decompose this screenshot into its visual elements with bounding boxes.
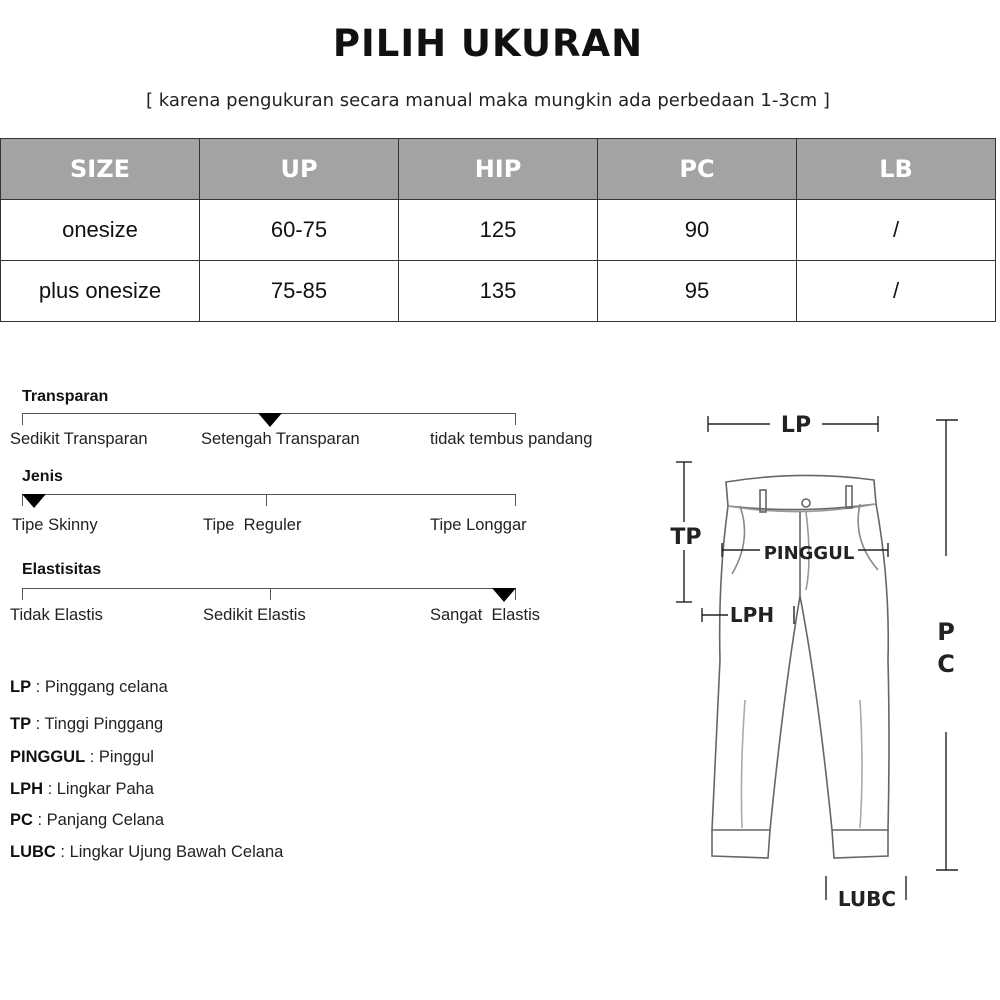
scale-tick — [22, 588, 23, 600]
pants-measurement-diagram — [620, 380, 1000, 940]
label-tp: TP — [670, 525, 702, 550]
legend-text: : Lingkar Paha — [43, 780, 154, 798]
scale-transparan — [0, 386, 620, 456]
table-cell: / — [797, 200, 996, 261]
scale-tick — [22, 413, 23, 425]
pants-svg — [620, 380, 1000, 940]
legend-item — [10, 748, 154, 767]
label-lp: LP — [780, 413, 812, 438]
scale-tick — [270, 588, 271, 600]
selected-marker-icon — [22, 494, 46, 508]
scale-tick — [266, 494, 267, 506]
legend-item — [10, 780, 154, 799]
scale-label: Tipe Longgar — [430, 516, 527, 534]
scale-label: Sedikit Elastis — [203, 606, 306, 624]
size-table — [0, 138, 996, 322]
table-cell: 95 — [598, 261, 797, 322]
label-lph: LPH — [729, 603, 775, 627]
column-header-hip: HIP — [399, 139, 598, 200]
scale-line — [22, 494, 516, 495]
scale-title: Elastisitas — [22, 561, 102, 578]
table-cell: onesize — [1, 200, 200, 261]
label-pc-2: C — [937, 650, 955, 678]
legend-abbr: PINGGUL — [10, 748, 86, 766]
table-cell: plus onesize — [1, 261, 200, 322]
table-cell: 135 — [399, 261, 598, 322]
scale-label: Sedikit Transparan — [10, 430, 148, 448]
scale-label: Tipe Skinny — [12, 516, 98, 534]
legend-item — [10, 715, 163, 734]
selected-marker-icon — [492, 588, 516, 602]
scale-elastisitas — [0, 559, 620, 629]
scale-title: Jenis — [22, 468, 63, 485]
legend-abbr: LP — [10, 678, 32, 696]
scale-title: Transparan — [22, 388, 109, 405]
selected-marker-icon — [258, 413, 282, 427]
table-cell: 90 — [598, 200, 797, 261]
legend-abbr: LPH — [10, 780, 43, 798]
table-cell: 60-75 — [200, 200, 399, 261]
legend-abbr: PC — [10, 811, 33, 829]
legend-text: : Lingkar Ujung Bawah Celana — [55, 843, 284, 861]
legend-text: : Pinggul — [85, 748, 154, 766]
scale-label: Setengah Transparan — [201, 430, 360, 448]
page-subtitle: [ karena pengukuran secara manual maka mungkin ada perbedaan 1-3cm ] — [146, 90, 830, 111]
scale-label: Tipe Reguler — [203, 516, 302, 534]
scale-label: Sangat Elastis — [430, 606, 541, 624]
measure-lines — [676, 416, 958, 900]
scale-line — [22, 588, 516, 589]
legend-abbr: TP — [10, 715, 32, 733]
scale-tick — [515, 494, 516, 506]
table-cell: / — [797, 261, 996, 322]
legend-text: : Pinggang celana — [31, 678, 168, 696]
legend-abbr: LUBC — [10, 843, 56, 861]
label-pc-1: P — [937, 618, 955, 646]
table-row — [1, 261, 996, 322]
label-lubc: LUBC — [837, 887, 897, 911]
legend-item — [10, 678, 168, 697]
scale-tick — [515, 413, 516, 425]
page-title: PILIH UKURAN — [332, 22, 644, 65]
legend-item — [10, 811, 164, 830]
table-cell: 75-85 — [200, 261, 399, 322]
pants-outline-icon — [712, 475, 889, 858]
legend-text: : Tinggi Pinggang — [31, 715, 164, 733]
scale-label: tidak tembus pandang — [430, 430, 593, 448]
legend-text: : Panjang Celana — [32, 811, 165, 829]
column-header-up: UP — [200, 139, 399, 200]
column-header-size: SIZE — [1, 139, 200, 200]
label-pinggul: PINGGUL — [763, 543, 855, 564]
column-header-lb: LB — [797, 139, 996, 200]
legend-item — [10, 843, 283, 862]
column-header-pc: PC — [598, 139, 797, 200]
table-header-row — [1, 139, 996, 200]
scale-label: Tidak Elastis — [10, 606, 103, 624]
table-row — [1, 200, 996, 261]
scale-jenis — [0, 466, 620, 538]
table-cell: 125 — [399, 200, 598, 261]
